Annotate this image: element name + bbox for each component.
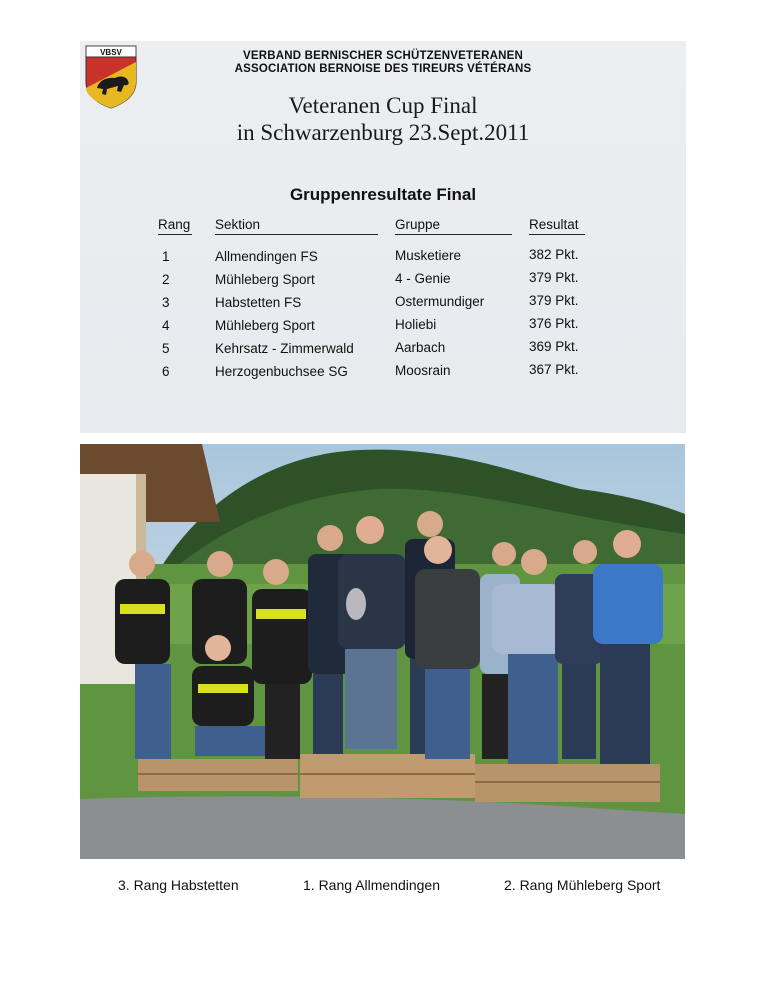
result-unit: Pkt. — [555, 270, 579, 285]
cell-resultat — [529, 247, 579, 262]
result-value: 376 — [529, 316, 552, 331]
column-header-resultat: Resultat — [529, 217, 585, 235]
cell-rang: 6 — [162, 364, 170, 379]
event-location-date: in Schwarzenburg 23.Sept.2011 — [236, 120, 530, 145]
cell-gruppe: Ostermundiger — [395, 294, 485, 309]
cell-gruppe: 4 - Genie — [395, 271, 451, 286]
cell-sektion: Habstetten FS — [215, 295, 302, 310]
cell-gruppe: Moosrain — [395, 363, 451, 378]
cell-sektion: Mühleberg Sport — [215, 318, 315, 333]
result-value: 379 — [529, 270, 552, 285]
cell-sektion: Kehrsatz - Zimmerwald — [215, 341, 354, 356]
cell-rang: 2 — [162, 272, 170, 287]
column-header-sektion: Sektion — [215, 217, 378, 235]
cell-rang: 1 — [162, 249, 170, 264]
result-value: 382 — [529, 247, 552, 262]
column-header-gruppe: Gruppe — [395, 217, 512, 235]
results-title: Gruppenresultate Final — [289, 185, 477, 204]
result-unit: Pkt. — [555, 293, 579, 308]
cell-resultat — [529, 316, 579, 331]
group-photo — [80, 444, 685, 859]
cell-resultat — [529, 270, 579, 285]
cell-sektion: Allmendingen FS — [215, 249, 318, 264]
association-name-de: VERBAND BERNISCHER SCHÜTZENVETERANEN — [242, 50, 524, 62]
cell-gruppe: Aarbach — [395, 340, 446, 355]
results-card — [80, 41, 686, 433]
result-value: 367 — [529, 362, 552, 377]
cell-rang: 5 — [162, 341, 170, 356]
cell-gruppe: Musketiere — [395, 248, 462, 263]
cell-resultat — [529, 362, 579, 377]
caption-rank-2: 2. Rang Mühleberg Sport — [504, 877, 661, 893]
caption-rank-1: 1. Rang Allmendingen — [303, 877, 440, 893]
result-value: 369 — [529, 339, 552, 354]
pallet — [300, 754, 475, 798]
result-unit: Pkt. — [555, 247, 579, 262]
cell-resultat — [529, 293, 579, 308]
cell-sektion: Herzogenbuchsee SG — [215, 364, 348, 379]
result-unit: Pkt. — [555, 316, 579, 331]
cell-gruppe: Holiebi — [395, 317, 437, 332]
event-title: Veteranen Cup Final — [288, 93, 478, 118]
cell-rang: 4 — [162, 318, 170, 333]
cell-sektion: Mühleberg Sport — [215, 272, 315, 287]
column-header-rang: Rang — [158, 217, 192, 235]
cell-resultat — [529, 339, 579, 354]
trophy-cup-icon — [346, 588, 366, 620]
association-name-fr: ASSOCIATION BERNOISE DES TIREURS VÉTÉRANS — [234, 63, 532, 75]
result-unit: Pkt. — [555, 339, 579, 354]
caption-rank-3: 3. Rang Habstetten — [118, 877, 239, 893]
result-unit: Pkt. — [555, 362, 579, 377]
cell-rang: 3 — [162, 295, 170, 310]
logo-text: VBSV — [100, 48, 122, 57]
result-value: 379 — [529, 293, 552, 308]
